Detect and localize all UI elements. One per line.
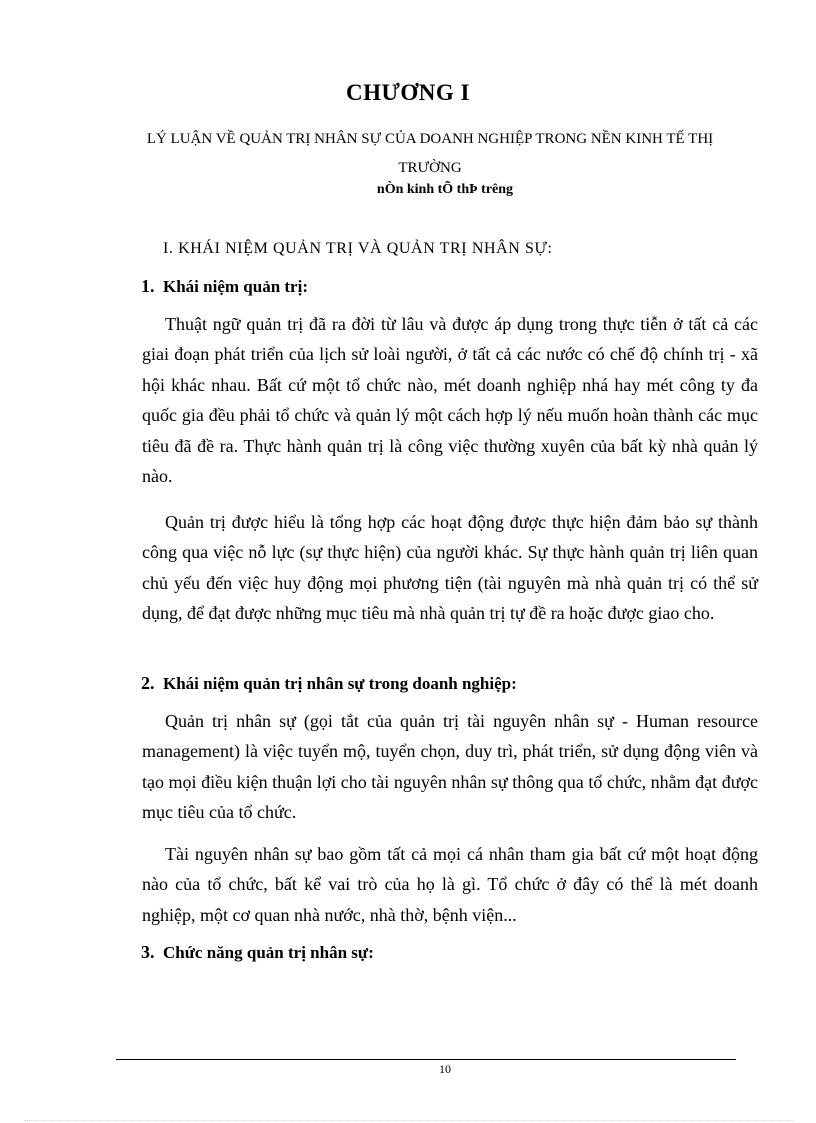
subsection-title: Khái niệm quản trị: xyxy=(163,277,308,296)
paragraph-text: Tài nguyên nhân sự bao gồm tất cả mọi cá nhân tham gia bất cứ một hoạt động nào của tổ chức, bất kể vai trò của họ là gì. Tổ chức ở đây có thể là mét doanh nghiệp, một cơ quan nhà nước, nhà thờ, bệnh viện... xyxy=(142,844,758,925)
paragraph-text: Quản trị nhân sự (gọi tắt của quản trị tài nguyên nhân sự - Human resource management) là việc tuyển mộ, tuyển chọn, duy trì, phát triển, sử dụng động viên và tạo mọi điều kiện thuận lợi cho tài nguyên nhân sự thông qua tổ chức, nhằm đạt được mục tiêu của tổ chức. xyxy=(142,711,758,823)
chapter-subtitle: LÝ LUẬN VỀ QUẢN TRỊ NHÂN SỰ CỦA DOANH NGHIỆP TRONG NỀN KINH TẾ THỊ TRƯỜNG xyxy=(146,131,714,176)
subsection-2-paragraph-1 xyxy=(142,706,758,828)
paragraph-text: Thuật ngữ quản trị đã ra đời từ lâu và được áp dụng trong thực tiễn ở tất cả các giai đoạn phát triển của lịch sử loài người, ở tất cả các nước có chế độ chính trị - xã hội khác nhau. Bất cứ một tổ chức nào, mét doanh nghiệp nhá hay mét công ty đa quốc gia đều phải tổ chức và quản lý một cách hợp lý nếu muốn hoàn thành các mục tiêu đã đề ra. Thực hành quản trị là công việc thường xuyên của bất kỳ nhà quản lý nào. xyxy=(142,314,758,487)
paragraph-text: Quản trị được hiểu là tổng hợp các hoạt động được thực hiện đảm bảo sự thành công qua việc nỗ lực (sự thực hiện) của người khác. Sự thực hành quản trị liên quan chủ yếu đến việc huy động mọi phương tiện (tài nguyên mà nhà quản trị có thể sử dụng, để đạt được những mục tiêu mà nhà quản trị tự đề ra hoặc được giao cho. xyxy=(142,512,758,624)
subsection-3-heading xyxy=(141,942,374,963)
footer-divider xyxy=(116,1059,736,1060)
subsection-number: 3. xyxy=(141,942,155,962)
page-number: 10 xyxy=(439,1062,451,1076)
subsection-1-paragraph-2 xyxy=(142,507,758,629)
subsection-2-heading xyxy=(141,673,517,694)
garbled-subtitle-line: nÒn kinh tÕ thÞ trêng xyxy=(376,182,514,197)
chapter-title: CHƯƠNG I xyxy=(346,80,470,105)
subsection-number: 2. xyxy=(141,673,155,693)
subsection-title: Khái niệm quản trị nhân sự trong doanh nghiệp: xyxy=(163,674,517,693)
subsection-number: 1. xyxy=(141,276,155,296)
subsection-2-paragraph-2 xyxy=(142,839,758,930)
subsection-1-heading xyxy=(141,276,308,297)
subsection-1-paragraph-1 xyxy=(142,309,758,491)
section-heading: I. KHÁI NIỆM QUẢN TRỊ VÀ QUẢN TRỊ NHÂN SỰ: xyxy=(163,240,553,257)
subsection-title: Chức năng quản trị nhân sự: xyxy=(163,943,374,962)
page-edge-dotted-line xyxy=(24,1120,794,1121)
